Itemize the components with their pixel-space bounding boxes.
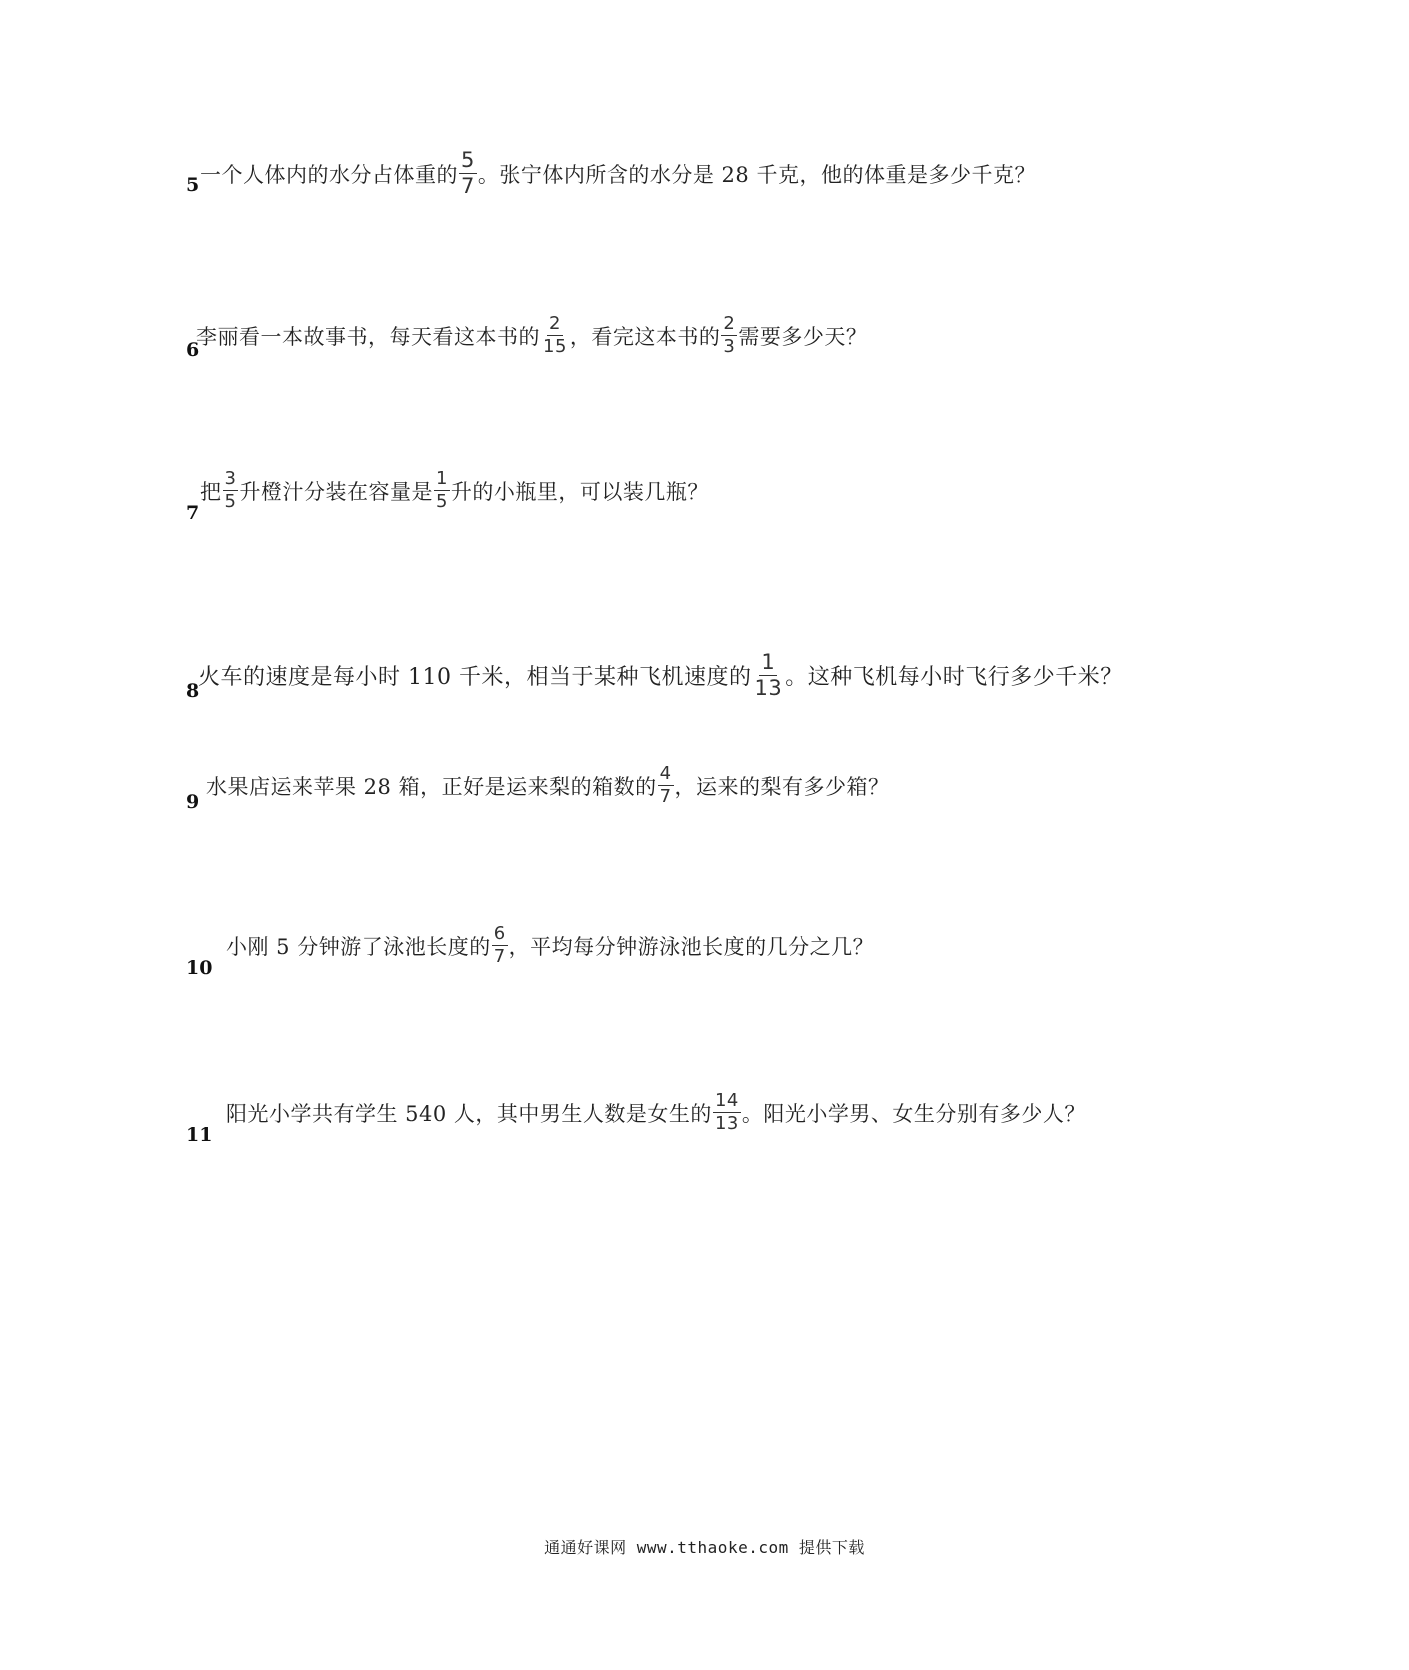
numerator: 14: [714, 1090, 739, 1111]
problem-text: [198, 652, 1123, 699]
text-before: 把: [200, 479, 222, 504]
fraction: [492, 925, 508, 966]
denominator: 3: [723, 336, 736, 357]
problem-7: [0, 470, 1300, 530]
fraction: [223, 470, 239, 511]
text-middle: ，看完这本书的: [569, 324, 721, 349]
numerator: 3: [224, 468, 237, 489]
footer-source: 通通好课网 www.tthaoke.com 提供下载: [544, 1538, 865, 1557]
numerator: 1: [435, 468, 448, 489]
problem-number: 6: [186, 339, 200, 361]
text-after: 。阳光小学男、女生分别有多少人？: [741, 1101, 1086, 1126]
text-after: 。张宁体内所含的水分是 28 千克，他的体重是多少千克？: [477, 162, 1036, 187]
numerator: 2: [723, 313, 736, 334]
fraction: [721, 315, 737, 356]
problem-10: [0, 925, 1300, 985]
denominator: 7: [461, 174, 475, 198]
problem-text: [196, 315, 867, 356]
text-before: 水果店运来苹果 28 箱，正好是运来梨的箱数的: [206, 774, 657, 799]
denominator: 5: [435, 491, 448, 512]
problem-text: [226, 1092, 1086, 1133]
problem-11: [0, 1092, 1300, 1152]
problem-8: [0, 652, 1300, 712]
text-before: 火车的速度是每小时 110 千米，相当于某种飞机速度的: [198, 665, 752, 690]
numerator: 1: [761, 650, 776, 674]
problem-number: 10: [186, 957, 213, 979]
numerator: 5: [461, 148, 475, 172]
denominator: 13: [754, 676, 783, 700]
fraction: [459, 150, 477, 197]
problem-number: 9: [186, 791, 200, 813]
numerator: 6: [493, 923, 506, 944]
problem-number: 8: [186, 680, 200, 702]
fraction: [752, 652, 784, 699]
problem-number: 11: [186, 1124, 213, 1146]
problem-6: [0, 315, 1300, 375]
problem-text: [200, 150, 1036, 197]
text-middle: 升橙汁分装在容量是: [239, 479, 433, 504]
text-after: ，运来的梨有多少箱？: [674, 774, 890, 799]
problem-text: [226, 925, 874, 966]
fraction: [434, 470, 450, 511]
denominator: 15: [543, 336, 567, 357]
fraction: [713, 1092, 741, 1133]
numerator: 2: [548, 313, 561, 334]
problem-text: [200, 470, 709, 511]
fraction: [658, 765, 674, 806]
text-after: 升的小瓶里，可以装几瓶？: [450, 479, 709, 504]
denominator: 7: [659, 786, 672, 807]
fraction: [541, 315, 569, 356]
numerator: 4: [659, 763, 672, 784]
text-after: 需要多少天？: [738, 324, 868, 349]
denominator: 5: [224, 491, 237, 512]
denominator: 13: [714, 1113, 739, 1134]
text-before: 李丽看一本故事书，每天看这本书的: [196, 324, 540, 349]
text-before: 小刚 5 分钟游了泳池长度的: [226, 934, 491, 959]
problem-9: [0, 765, 1300, 825]
text-before: 一个人体内的水分占体重的: [200, 162, 458, 187]
text-after: 。这种飞机每小时飞行多少千米？: [785, 665, 1123, 690]
denominator: 7: [493, 946, 506, 967]
text-after: ，平均每分钟游泳池长度的几分之几？: [508, 934, 875, 959]
problem-text: [206, 765, 890, 806]
problem-number: 5: [186, 174, 200, 196]
problem-number: 7: [186, 502, 200, 524]
problem-5: [0, 150, 1300, 210]
text-before: 阳光小学共有学生 540 人，其中男生人数是女生的: [226, 1101, 712, 1126]
